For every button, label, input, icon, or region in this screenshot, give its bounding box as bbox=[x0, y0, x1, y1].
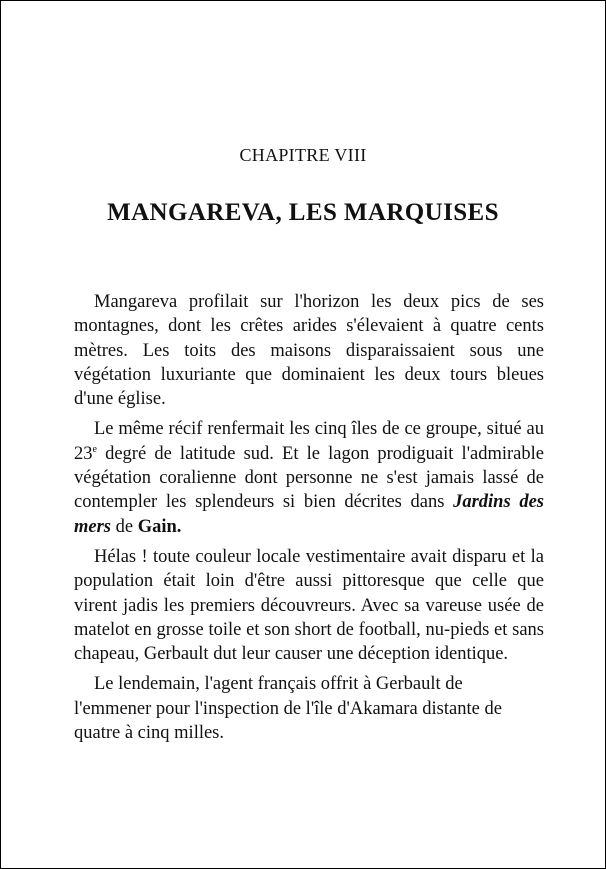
paragraph-4: Le lendemain, l'agent français offrit à Gerbault de l'emmener pour l'inspection de l'île d'Akamara distante de quatre à cinq milles. bbox=[74, 674, 502, 744]
chapter-title: MANGAREVA, LES MARQUISES bbox=[107, 199, 499, 226]
paragraph-2-text-continued: degré de latitude sud. Et le lagon prodiguait l'admirable végétation coralienne dont personne ne s'est jamais lassé de contempler les splendeurs si bien décrites dans bbox=[74, 443, 544, 513]
author-name: Gain. bbox=[137, 516, 182, 537]
chapter-body bbox=[74, 290, 544, 751]
book-title-reference: Jardins des mers bbox=[74, 492, 544, 537]
degree-superscript: e bbox=[92, 443, 97, 455]
paragraph-1: Mangareva profilait sur l'horizon les deux pics de ses montagnes, dont les crêtes arides s'élevaient à quatre cents mètres. Les toits des maisons disparaissaient sous une végétation luxuriante que dominaient les deux tours bleues d'une église. bbox=[74, 292, 544, 410]
paragraph-3: Hélas ! toute couleur locale vestimentaire avait disparu et la population était loin d'être aussi pittoresque que celle que virent jadis les premiers découvreurs. Avec sa vareuse usée de matelot en grosse toile et son short de football, nu-pieds et sans chapeau, Gerbault dut leur causer une déception identique. bbox=[74, 546, 544, 665]
paragraph-2 bbox=[74, 417, 544, 538]
paragraph-2-connector: de bbox=[111, 516, 138, 537]
chapter-label: CHAPITRE VIII bbox=[239, 145, 367, 165]
paragraph-2-text: Le même récif renfermait les cinq îles de ce groupe, situé au 23 bbox=[74, 419, 544, 464]
